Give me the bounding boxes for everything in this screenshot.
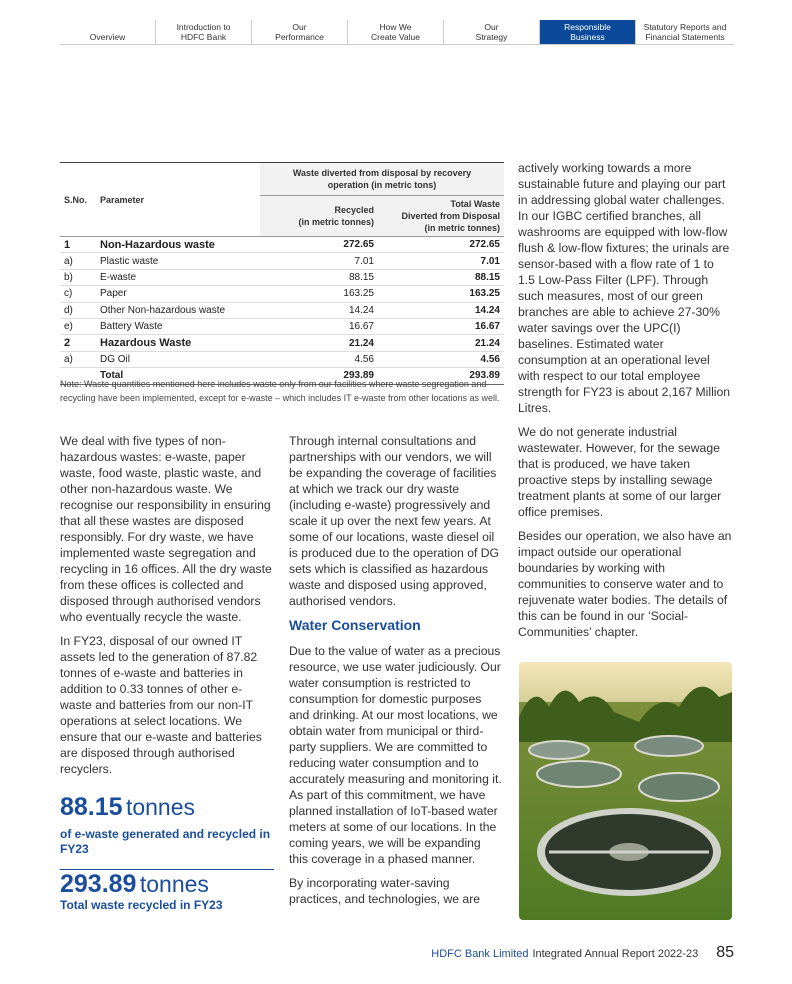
paragraph: We do not generate industrial wastewater. However, for the sewage that is produced, we have taken proactive steps by installing sewage treatment plants at some of our larger office premises. [518,425,722,519]
top-navigation [60,20,734,45]
nav-tab-responsible-business[interactable] [540,20,636,44]
cell-sno: 1 [60,237,96,253]
table-row [60,237,504,253]
nav-tab-introduction[interactable] [156,20,252,44]
col-header-sno: S.No. [64,194,88,205]
paragraph: By incorporating water-saving practices, and technologies, we are [289,876,481,906]
table-row [60,269,504,285]
cell-total: 7.01 [378,253,504,269]
cell-recycled: 272.65 [260,237,378,253]
group-header: Waste diverted from disposal by recovery operation (in metric tons) [260,163,504,196]
cell-sno: c) [60,286,96,302]
sewage-treatment-plant-image [519,662,732,920]
paragraph: Besides our operation, we also have an impact outside our operational boundaries by working with communities to conserve water and to rejuvenate water bodies. The details of this can be found in our ‘Social-Communities’ chapter. [518,529,732,639]
column-2 [289,433,503,915]
nav-tab-label: How We Create Value [371,22,420,42]
nav-tab-strategy[interactable] [444,20,540,44]
paragraph: We deal with five types of non-hazardous wastes: e-waste, paper waste, food waste, plastic waste, and other non-hazardous waste. We recognise our responsibility in ensuring that all these wastes are disposed responsibly. For dry waste, we have implemented waste segregation and recycling in 16 offices. All the dry waste from these offices is collected and disposed through authorised vendors who eventually recycle the waste. [60,434,272,624]
stat-value: 293.89 [60,870,137,898]
column-3 [518,160,734,648]
stat-total-waste [60,870,274,898]
nav-tab-label: Overview [89,32,126,42]
waste-diverted-table [60,162,504,385]
paragraph: Due to the value of water as a precious resource, we use water judiciously. Our water consumption is restricted to consumption for domestic purposes and drinking. At our most locations, we obtain water from municipal or third-party suppliers. We are committed to reducing water consumption and to accurately measuring and monitoring it. As part of this commitment, we have planned installation of IoT-based water meters at some of our locations. In the coming years, we will be expanding this coverage in a phased manner. [289,644,502,866]
cell-recycled: 163.25 [260,286,378,302]
col-header-parameter: Parameter [100,194,145,205]
cell-recycled: 21.24 [260,335,378,351]
cell-total: 16.67 [378,318,504,334]
table-row [60,335,504,351]
cell-total: 14.24 [378,302,504,318]
cell-total: 272.65 [378,237,504,253]
cell-recycled: 293.89 [260,368,378,384]
section-heading: Water Conservation [289,617,421,633]
paragraph: actively working towards a more sustainable future and playing our part in addressing global water challenges. In our IGBC certified branches, all washrooms are equipped with low-flow flush & low-flow fixtures; the urinals are sensor-based with a flow rate of 1 to 1.5 Low-Pass Filter (LPF). Through such measures, most of our green branches are able to achieve 27-30% water savings over the UPC(I) baselines. Estimated water consumption at an operational level with respect to our total employee strength for FY23 is about 2,167 Million Litres. [518,161,731,415]
cell-parameter: Plastic waste [96,253,260,269]
stat-label: Total waste recycled in FY23 [60,898,223,912]
cell-recycled: 14.24 [260,302,378,318]
nav-tab-overview[interactable] [60,20,156,44]
table-row [60,351,504,367]
stat-unit: tonnes [125,794,196,820]
cell-sno: a) [60,253,96,269]
cell-total: 163.25 [378,286,504,302]
cell-total: 293.89 [378,368,504,384]
table-row [60,318,504,334]
nav-tab-performance[interactable] [252,20,348,44]
page-number: 85 [716,944,734,961]
col-header-recycled: Recycled (in metric tonnes) [260,196,378,237]
cell-parameter: Non-Hazardous waste [96,237,260,253]
nav-tab-create-value[interactable] [348,20,444,44]
cell-parameter: Total [96,368,260,384]
nav-tab-label: Our Performance [275,22,324,42]
table-row [60,253,504,269]
footer-report-title: Integrated Annual Report 2022-23 [532,948,699,960]
cell-total: 88.15 [378,269,504,285]
table-row [60,286,504,302]
stat-label: of e-waste generated and recycled in FY23 [60,827,274,870]
cell-sno: d) [60,302,96,318]
cell-sno: a) [60,351,96,367]
cell-parameter: Battery Waste [96,318,260,334]
cell-sno: b) [60,269,96,285]
footer-brand: HDFC Bank Limited [431,948,529,960]
cell-total: 21.24 [378,335,504,351]
nav-tab-statutory-reports[interactable] [636,20,734,44]
table-note: Note: Waste quantities mentioned here includes waste only from our facilities where waste segregation and recycling have been implemented, except for e-waste – which includes IT e-waste from other locations as well. [60,379,500,403]
stat-ewaste [60,793,274,821]
stat-unit: tonnes [139,871,209,897]
cell-total: 4.56 [378,351,504,367]
cell-sno: 2 [60,335,96,351]
nav-tab-label: Our Strategy [475,22,508,42]
cell-parameter: DG Oil [96,351,260,367]
cell-parameter: Hazardous Waste [96,335,260,351]
cell-recycled: 16.67 [260,318,378,334]
col-header-total: Total Waste Diverted from Disposal (in metric tonnes) [378,196,504,237]
cell-recycled: 4.56 [260,351,378,367]
cell-sno: e) [60,318,96,334]
column-1 [60,433,274,913]
cell-recycled: 88.15 [260,269,378,285]
cell-parameter: Other Non-hazardous waste [96,302,260,318]
nav-tab-label: Responsible Business [564,22,611,42]
page-footer [430,944,734,962]
cell-recycled: 7.01 [260,253,378,269]
cell-parameter: Paper [96,286,260,302]
paragraph: In FY23, disposal of our owned IT assets led to the generation of 87.82 tonnes of e-waste and batteries in addition to 0.33 tonnes of other e-waste and batteries from our non-IT operations at select locations. We ensure that our e-waste and batteries are disposed through authorised recyclers. [60,634,262,776]
cell-parameter: E-waste [96,269,260,285]
stat-value: 88.15 [60,793,123,821]
nav-tab-label: Introduction to HDFC Bank [176,22,231,42]
paragraph: Through internal consultations and partnerships with our vendors, we will be expanding the coverage of facilities at which we track our dry waste (including e-waste) progressively and scale it up over the next few years. At some of our locations, waste diesel oil is produced due to the operation of DG sets which is classified as hazardous waste and disposed using approved, authorised vendors. [289,434,500,608]
nav-tab-label: Statutory Reports and Financial Statements [643,22,727,42]
table-row [60,302,504,318]
